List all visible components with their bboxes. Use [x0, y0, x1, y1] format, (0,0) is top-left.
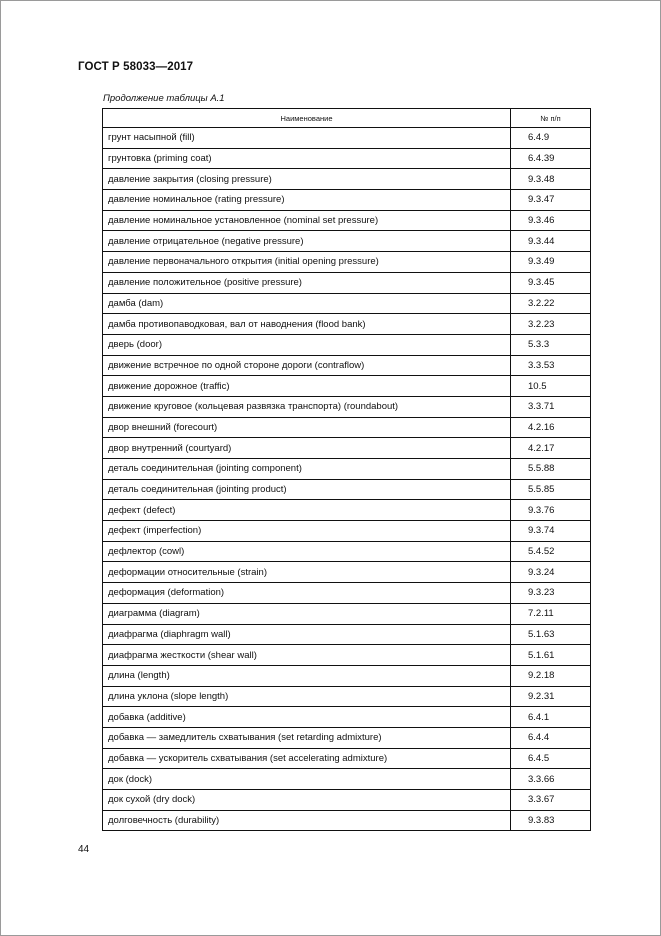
table-row [103, 293, 591, 314]
term-name-cell: диаграмма (diagram) [103, 603, 511, 624]
column-header-number: № п/п [511, 109, 591, 128]
term-name-cell: давление номинальное (rating pressure) [103, 190, 511, 211]
table-row [103, 707, 591, 728]
term-number-cell: 5.4.52 [511, 541, 591, 562]
term-name-cell: давление отрицательное (negative pressure) [103, 231, 511, 252]
table-row [103, 541, 591, 562]
table-row [103, 748, 591, 769]
table-row [103, 438, 591, 459]
term-number-cell: 9.2.18 [511, 665, 591, 686]
term-number-cell: 6.4.39 [511, 148, 591, 169]
term-number-cell: 6.4.4 [511, 727, 591, 748]
table-row [103, 479, 591, 500]
term-number-cell: 3.3.66 [511, 769, 591, 790]
term-name-cell: движение дорожное (traffic) [103, 376, 511, 397]
table-row [103, 417, 591, 438]
term-number-cell: 5.5.88 [511, 459, 591, 480]
table-row [103, 376, 591, 397]
table-row [103, 810, 591, 831]
table-row [103, 334, 591, 355]
term-name-cell: давление первоначального открытия (initial opening pressure) [103, 252, 511, 273]
table-row [103, 210, 591, 231]
term-name-cell: добавка (additive) [103, 707, 511, 728]
term-name-cell: дверь (door) [103, 334, 511, 355]
table-header-row [103, 109, 591, 128]
term-name-cell: док сухой (dry dock) [103, 790, 511, 811]
term-number-cell: 5.1.61 [511, 645, 591, 666]
table-row [103, 769, 591, 790]
term-number-cell: 3.3.53 [511, 355, 591, 376]
term-number-cell: 5.3.3 [511, 334, 591, 355]
term-number-cell: 4.2.16 [511, 417, 591, 438]
table-row [103, 686, 591, 707]
term-name-cell: движение встречное по одной стороне дороги (contraflow) [103, 355, 511, 376]
term-number-cell: 6.4.9 [511, 128, 591, 149]
term-name-cell: диафрагма (diaphragm wall) [103, 624, 511, 645]
term-number-cell: 6.4.5 [511, 748, 591, 769]
term-number-cell: 9.3.45 [511, 272, 591, 293]
term-number-cell: 5.5.85 [511, 479, 591, 500]
term-name-cell: длина уклона (slope length) [103, 686, 511, 707]
term-name-cell: дефлектор (cowl) [103, 541, 511, 562]
table-row [103, 500, 591, 521]
term-name-cell: деталь соединительная (jointing component) [103, 459, 511, 480]
table-row [103, 169, 591, 190]
term-name-cell: добавка — ускоритель схватывания (set accelerating admixture) [103, 748, 511, 769]
table-row [103, 128, 591, 149]
term-name-cell: дамба противопаводковая, вал от наводнения (flood bank) [103, 314, 511, 335]
term-number-cell: 9.3.48 [511, 169, 591, 190]
term-name-cell: долговечность (durability) [103, 810, 511, 831]
table-row [103, 148, 591, 169]
table-row [103, 521, 591, 542]
term-number-cell: 9.2.31 [511, 686, 591, 707]
table-row [103, 272, 591, 293]
term-number-cell: 3.3.71 [511, 396, 591, 417]
term-number-cell: 5.1.63 [511, 624, 591, 645]
term-number-cell: 9.3.46 [511, 210, 591, 231]
term-number-cell: 10.5 [511, 376, 591, 397]
term-name-cell: деформации относительные (strain) [103, 562, 511, 583]
table-row [103, 665, 591, 686]
term-name-cell: давление закрытия (closing pressure) [103, 169, 511, 190]
table-body [103, 128, 591, 831]
document-header: ГОСТ Р 58033—2017 [78, 61, 194, 73]
term-name-cell: грунт насыпной (fill) [103, 128, 511, 149]
term-name-cell: док (dock) [103, 769, 511, 790]
table-row [103, 314, 591, 335]
term-name-cell: двор внутренний (courtyard) [103, 438, 511, 459]
table-row [103, 355, 591, 376]
term-name-cell: деформация (deformation) [103, 583, 511, 604]
term-name-cell: движение круговое (кольцевая развязка транспорта) (roundabout) [103, 396, 511, 417]
term-number-cell: 9.3.44 [511, 231, 591, 252]
term-number-cell: 3.2.23 [511, 314, 591, 335]
term-name-cell: грунтовка (priming coat) [103, 148, 511, 169]
table-row [103, 396, 591, 417]
table-row [103, 790, 591, 811]
table-row [103, 252, 591, 273]
table-caption: Продолжение таблицы А.1 [103, 93, 225, 104]
term-number-cell: 9.3.83 [511, 810, 591, 831]
term-number-cell: 3.3.67 [511, 790, 591, 811]
term-number-cell: 7.2.11 [511, 603, 591, 624]
page-number: 44 [78, 844, 90, 855]
term-number-cell: 9.3.23 [511, 583, 591, 604]
term-name-cell: деталь соединительная (jointing product) [103, 479, 511, 500]
term-name-cell: добавка — замедлитель схватывания (set retarding admixture) [103, 727, 511, 748]
table-row [103, 190, 591, 211]
table-row [103, 231, 591, 252]
term-number-cell: 4.2.17 [511, 438, 591, 459]
table-row [103, 583, 591, 604]
table-row [103, 603, 591, 624]
term-name-cell: дефект (defect) [103, 500, 511, 521]
table-row [103, 624, 591, 645]
term-number-cell: 9.3.47 [511, 190, 591, 211]
terms-table [102, 108, 591, 831]
term-number-cell: 9.3.74 [511, 521, 591, 542]
term-number-cell: 6.4.1 [511, 707, 591, 728]
term-number-cell: 9.3.49 [511, 252, 591, 273]
term-name-cell: длина (length) [103, 665, 511, 686]
term-number-cell: 3.2.22 [511, 293, 591, 314]
term-name-cell: дефект (imperfection) [103, 521, 511, 542]
term-name-cell: давление номинальное установленное (nominal set pressure) [103, 210, 511, 231]
table-row [103, 562, 591, 583]
term-name-cell: давление положительное (positive pressure) [103, 272, 511, 293]
table-row [103, 645, 591, 666]
term-name-cell: дамба (dam) [103, 293, 511, 314]
term-name-cell: двор внешний (forecourt) [103, 417, 511, 438]
table-row [103, 459, 591, 480]
column-header-name: Наименование [103, 109, 511, 128]
table-row [103, 727, 591, 748]
term-number-cell: 9.3.76 [511, 500, 591, 521]
term-number-cell: 9.3.24 [511, 562, 591, 583]
term-name-cell: диафрагма жесткости (shear wall) [103, 645, 511, 666]
